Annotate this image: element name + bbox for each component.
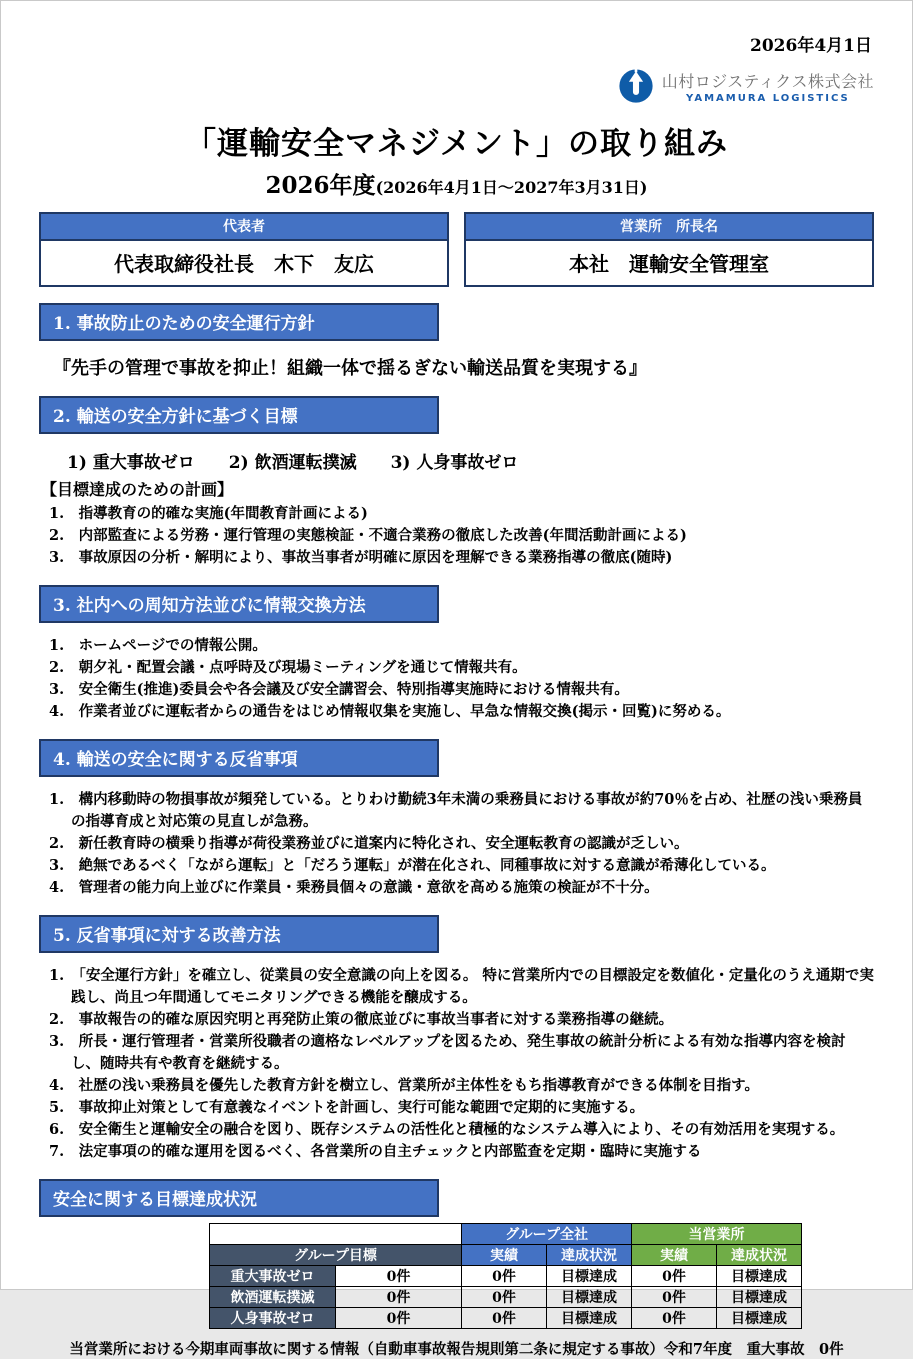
- group-result: 0件: [462, 1287, 547, 1308]
- list-item: 1. 指導教育の的確な実施(年間教育計画による): [49, 505, 368, 522]
- goal-target: 0件: [336, 1308, 462, 1329]
- office-status: 目標達成: [717, 1308, 802, 1329]
- representative-tables: [39, 212, 874, 287]
- group-status-header: 達成状況: [547, 1245, 632, 1266]
- office-status: 目標達成: [717, 1287, 802, 1308]
- group-status: 目標達成: [547, 1287, 632, 1308]
- list-item: 2. 朝夕礼・配置会議・点呼時及び現場ミーティングを通じて情報共有。: [49, 659, 527, 676]
- list-item: 7. 法定事項の的確な運用を図るべく、各営業所の自主チェックと内部監査を定期・臨時に実施する: [49, 1143, 702, 1160]
- goal-status-header: 安全に関する目標達成状況: [39, 1179, 439, 1217]
- company-name-en: YAMAMURA LOGISTICS: [686, 92, 850, 104]
- list-item: 1. ホームページでの情報公開。: [49, 637, 267, 654]
- goals-line: 1) 重大事故ゼロ 2) 飲酒運転撲滅 3) 人身事故ゼロ: [67, 453, 519, 473]
- list-item: 6. 安全衛生と運輸安全の融合を図り、既存システムの活性化と積極的なシステム導入により、その有効活用を実現する。: [49, 1121, 845, 1138]
- goal-status-table-wrap: [209, 1223, 874, 1329]
- safety-policy-quote: 『先手の管理で事故を抑止！組織一体で揺るぎない輸送品質を実現する』: [53, 358, 647, 379]
- this-office-header: 当営業所: [632, 1224, 802, 1245]
- section-4-list: [39, 789, 874, 899]
- representative-value: 代表取締役社長 木下 友広: [114, 252, 374, 276]
- group-result: 0件: [462, 1308, 547, 1329]
- list-item: 3. 所長・運行管理者・営業所役職者の適格なレベルアップを図るため、発生事故の統計分析による有効な指導内容を検討し、随時共有や教育を継続する。: [49, 1033, 846, 1072]
- fiscal-period: (2026年4月1日～2027年3月31日): [375, 178, 648, 197]
- yamamura-logo-icon: [617, 67, 655, 105]
- list-item: 4. 社歴の浅い乗務員を優先した教育方針を樹立し、営業所が主体性をもち指導教育ができる体制を目指す。: [49, 1077, 759, 1094]
- representative-table: [39, 212, 449, 287]
- empty-cell: [210, 1224, 462, 1245]
- section-1-header: 1. 事故防止のための安全運行方針: [39, 303, 439, 341]
- list-item: 2. 事故報告の的確な原因究明と再発防止策の徹底並びに事故当事者に対する業務指導の継続。: [49, 1011, 674, 1028]
- section-2-list: [39, 503, 874, 569]
- group-goal-column-header: グループ目標: [210, 1245, 462, 1266]
- list-item: 2. 新任教育時の横乗り指導が荷役業務並びに道案内に特化され、安全運転教育の認識が乏しい。: [49, 835, 689, 852]
- table-row: [210, 1266, 802, 1287]
- section-5-header: 5. 反省事項に対する改善方法: [39, 915, 439, 953]
- office-table: [464, 212, 874, 287]
- group-company-header: グループ全社: [462, 1224, 632, 1245]
- list-item: 3. 安全衛生(推進)委員会や各会議及び安全講習会、特別指導実施時における情報共有。: [49, 681, 629, 698]
- table-row: [210, 1245, 802, 1266]
- table-row: [210, 1308, 802, 1329]
- goal-label: 飲酒運転撲滅: [210, 1287, 336, 1308]
- list-item: 1. 構内移動時の物損事故が頻発している。とりわけ勤続3年未満の乗務員における事故が約70％を占め、社歴の浅い乗務員の指導育成と対応策の見直しが急務。: [49, 791, 863, 830]
- page-title: 「運輸安全マネジメント」の取り組み: [184, 126, 729, 162]
- list-item: 5. 事故抑止対策として有意義なイベントを計画し、実行可能な範囲で定期的に実施する。: [49, 1099, 645, 1116]
- footer-note: 当営業所における今期車両事故に関する情報（自動車事故報告規則第二条に規定する事故）令和7年度 重大事故 0件: [69, 1341, 844, 1358]
- list-item: 3. 絶無であるべく「ながら運転」と「だろう運転」が潜在化され、同種事故に対する意識が希薄化している。: [49, 857, 776, 874]
- list-item: 3. 事故原因の分析・解明により、事故当事者が明確に原因を理解できる業務指導の徹底(随時): [49, 549, 673, 566]
- list-item: 1. 「安全運行方針」を確立し、従業員の安全意識の向上を図る。 特に営業所内での目標設定を数値化・定量化のうえ通期で実践し、尚且つ年間通してモニタリングできる機能を醸成する。: [49, 967, 874, 1006]
- goal-target: 0件: [336, 1266, 462, 1287]
- document-date: 2026年4月1日: [750, 36, 872, 56]
- company-name-block: [662, 69, 874, 104]
- office-value: 本社 運輸安全管理室: [569, 252, 769, 276]
- office-result: 0件: [632, 1287, 717, 1308]
- office-status-header: 達成状況: [717, 1245, 802, 1266]
- section-3-list: [39, 635, 874, 723]
- fiscal-year-subtitle: [39, 167, 874, 200]
- list-item: 4. 作業者並びに運転者からの通告をはじめ情報収集を実施し、早急な情報交換(掲示・回覧)に努める。: [49, 703, 731, 720]
- goal-status-table: [209, 1223, 802, 1329]
- list-item: 4. 管理者の能力向上並びに作業員・乗務員個々の意識・意欲を高める施策の検証が不十分。: [49, 879, 659, 896]
- group-result: 0件: [462, 1266, 547, 1287]
- group-status: 目標達成: [547, 1266, 632, 1287]
- table-row: [210, 1224, 802, 1245]
- list-item: 2. 内部監査による労務・運行管理の実態検証・不適合業務の徹底した改善(年間活動計画による): [49, 527, 687, 544]
- office-result: 0件: [632, 1308, 717, 1329]
- section-4-header: 4. 輸送の安全に関する反省事項: [39, 739, 439, 777]
- table-row: [210, 1287, 802, 1308]
- section-5-list: [39, 965, 874, 1163]
- fiscal-year: 2026年度: [265, 172, 376, 199]
- section-2-header: 2. 輸送の安全方針に基づく目標: [39, 396, 439, 434]
- office-header: 営業所 所長名: [466, 214, 872, 241]
- goal-label: 人身事故ゼロ: [210, 1308, 336, 1329]
- representative-header: 代表者: [41, 214, 447, 241]
- group-status: 目標達成: [547, 1308, 632, 1329]
- group-result-header: 実績: [462, 1245, 547, 1266]
- company-logo: [39, 64, 874, 108]
- office-result: 0件: [632, 1266, 717, 1287]
- office-result-header: 実績: [632, 1245, 717, 1266]
- goal-target: 0件: [336, 1287, 462, 1308]
- company-name-jp: 山村ロジスティクス株式会社: [661, 71, 874, 91]
- office-status: 目標達成: [717, 1266, 802, 1287]
- goal-label: 重大事故ゼロ: [210, 1266, 336, 1287]
- section-3-header: 3. 社内への周知方法並びに情報交換方法: [39, 585, 439, 623]
- plan-heading: 【目標達成のための計画】: [41, 480, 234, 499]
